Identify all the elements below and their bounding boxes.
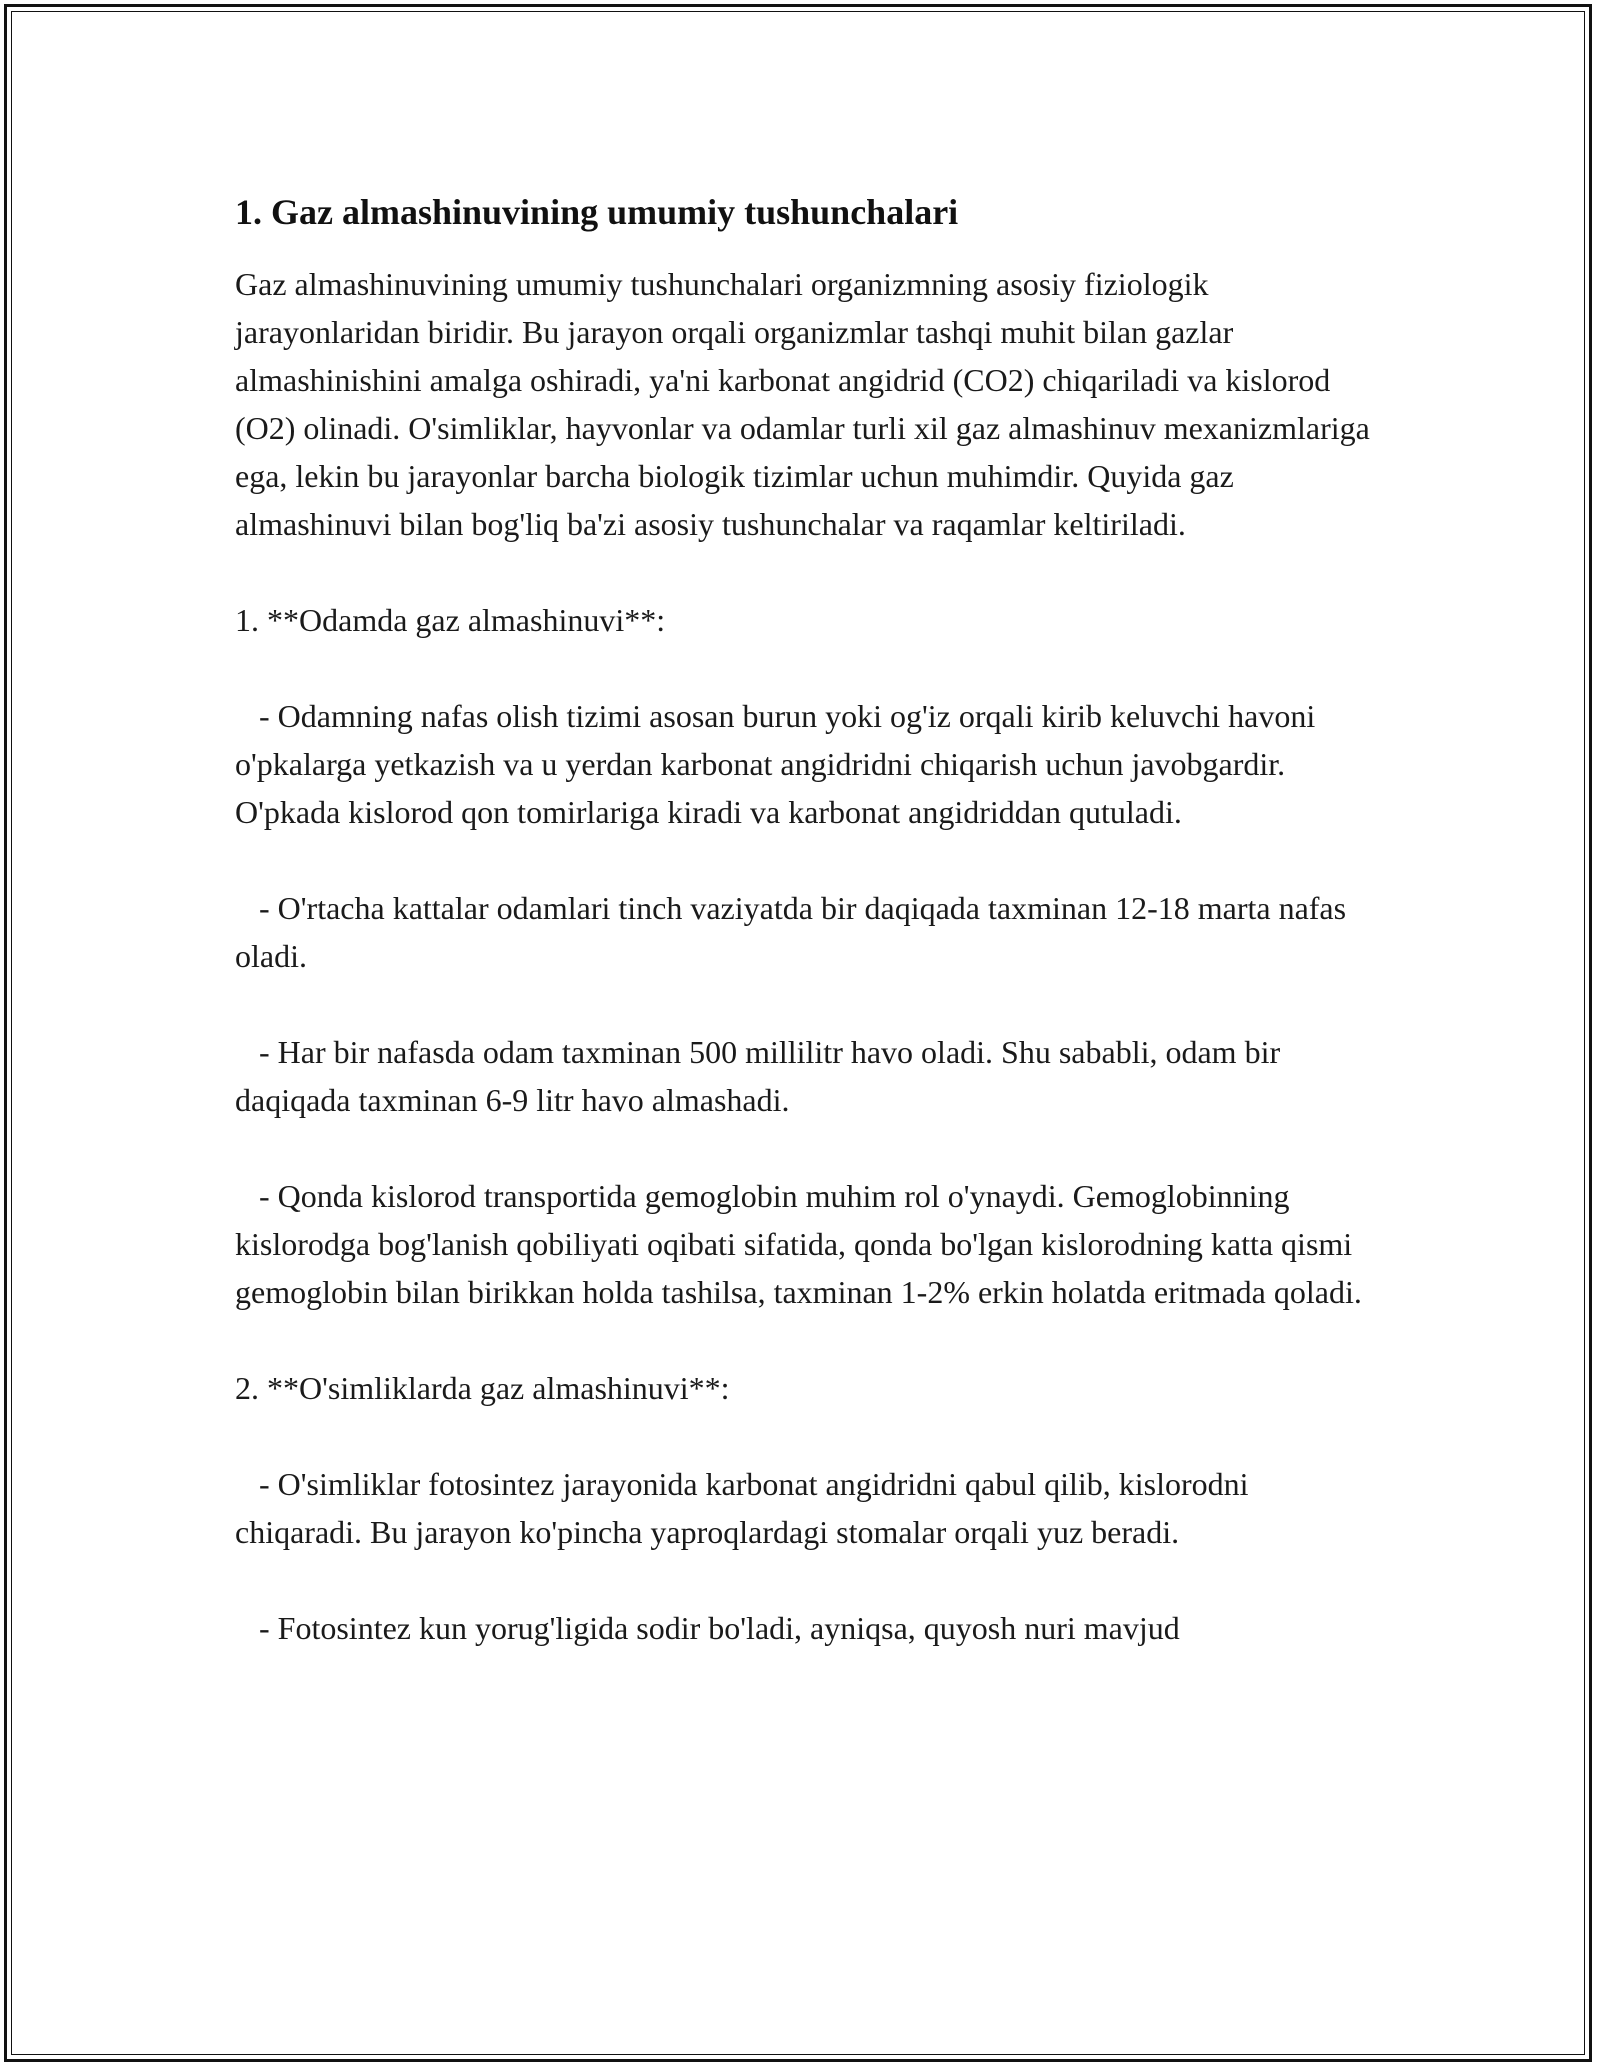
paragraph-gap [235, 836, 1375, 884]
paragraph-gap [235, 980, 1375, 1028]
paragraph-gap [235, 644, 1375, 692]
paragraph-gap [235, 548, 1375, 596]
paragraph-gap [235, 1556, 1375, 1604]
list-item-tidal-volume: - Har bir nafasda odam taxminan 500 millilitr havo oladi. Shu sababli, odam bir daqiqada taxminan 6-9 litr havo almashadi. [235, 1034, 1289, 1118]
paragraph-gap [235, 1412, 1375, 1460]
list-item-photosynthesis-daylight: - Fotosintez kun yorug'ligida sodir bo'ladi, ayniqsa, quyosh nuri mavjud [235, 1610, 1180, 1646]
section-heading: 1. Gaz almashinuvining umumiy tushunchalari [235, 192, 959, 232]
intro-paragraph: Gaz almashinuvining umumiy tushunchalari organizmning asosiy fiziologik jarayonlaridan biridir. Bu jarayon orqali organizmlar tashqi muhit bilan gazlar almashinishini amalga oshiradi, ya'ni karbonat angidrid (CO2) chiqariladi va kislorod (O2) olinadi. O'simliklar, hayvonlar va odamlar turli xil gaz almashinuv mexanizmlariga ega, lekin bu jarayonlar barcha biologik tizimlar uchun muhimdir. Quyida gaz almashinuvi bilan bog'liq ba'zi asosiy tushunchalar va raqamlar keltiriladi. [235, 266, 1378, 542]
list-item-respiratory-system: - Odamning nafas olish tizimi asosan burun yoki og'iz orqali kirib keluvchi havoni o'pkalarga yetkazish va u yerdan karbonat angidridni chiqarish uchun javobgardir. O'pkada kislorod qon tomirlariga kiradi va karbonat angidriddan qutuladi. [235, 698, 1324, 830]
list-item-photosynthesis-stomata: - O'simliklar fotosintez jarayonida karbonat angidridni qabul qilib, kislorodni chiqaradi. Bu jarayon ko'pincha yaproqlardagi stomalar orqali yuz beradi. [235, 1466, 1257, 1550]
list-item-breathing-rate: - O'rtacha kattalar odamlari tinch vaziyatda bir daqiqada taxminan 12-18 marta nafas oladi. [235, 890, 1355, 974]
subsection-human-title: 1. **Odamda gaz almashinuvi**: [235, 602, 666, 638]
paragraph-gap [235, 1124, 1375, 1172]
paragraph-gap [235, 1316, 1375, 1364]
document-body [235, 188, 1378, 1652]
list-item-hemoglobin: - Qonda kislorod transportida gemoglobin muhim rol o'ynaydi. Gemoglobinning kislorodga bog'lanish qobiliyati oqibati sifatida, qonda bo'lgan kislorodning katta qismi gemoglobin bilan birikkan holda tashilsa, taxminan 1-2% erkin holatda eritmada qoladi. [235, 1178, 1362, 1310]
subsection-plants-title: 2. **O'simliklarda gaz almashinuvi**: [235, 1370, 730, 1406]
